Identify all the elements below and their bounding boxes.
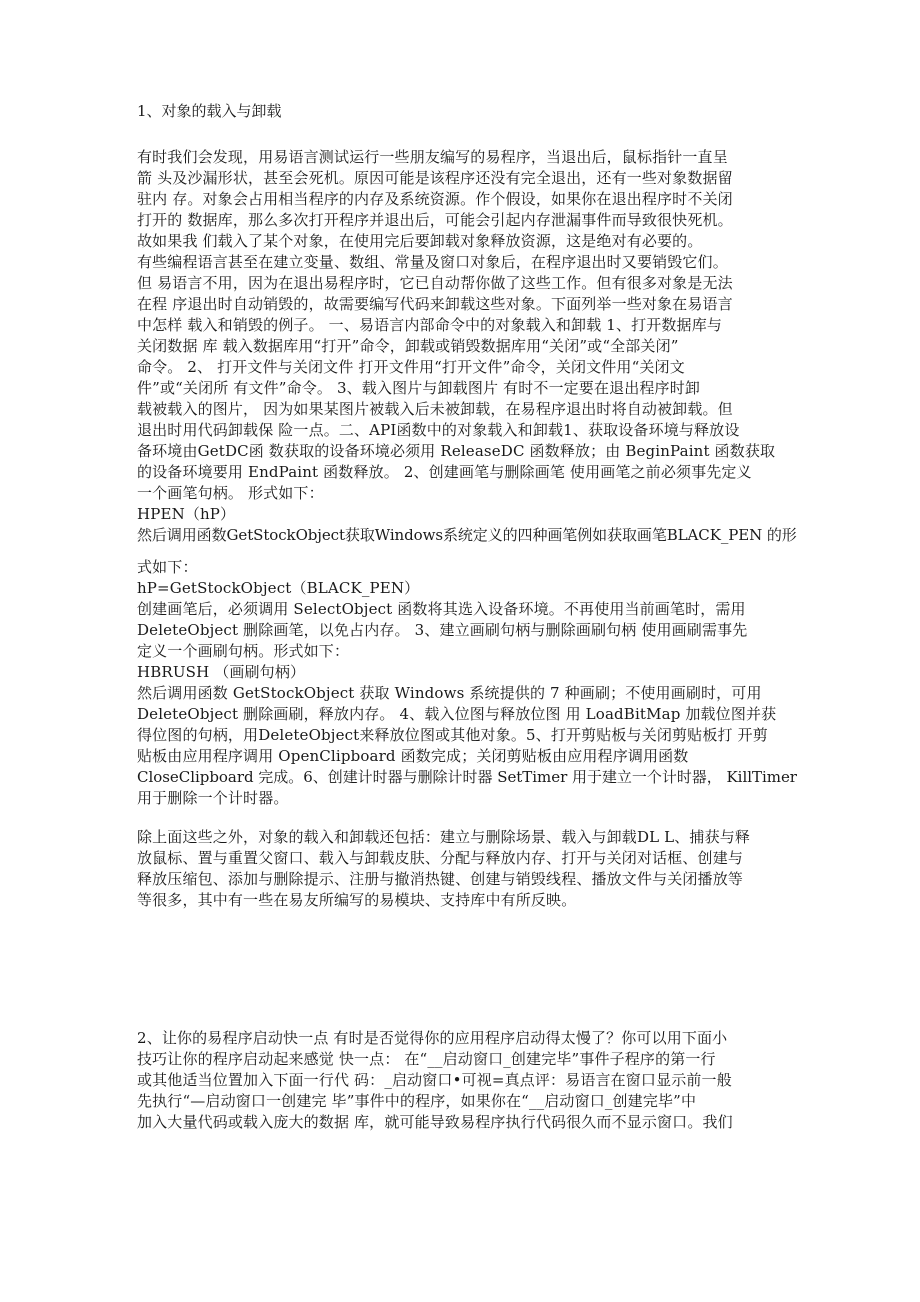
text-line: 箭 头及沙漏形状，甚至会死机。原因可能是该程序还没有完全退出，还有一些对象数据留 bbox=[137, 169, 733, 187]
text-line: 放鼠标、置与重置父窗口、载入与卸载皮肤、分配与释放内存、打开与关闭对话框、创建与 bbox=[137, 849, 744, 867]
code-line: HPEN（hP） bbox=[137, 505, 236, 523]
text-line: 有些编程语言甚至在建立变量、数组、常量及窗口对象后，在程序退出时又要销毁它们。 bbox=[137, 253, 728, 271]
text-line: 件”或“关闭所 有文件”命令。 3、载入图片与卸载图片 有时不一定要在退出程序时卸 bbox=[137, 379, 701, 397]
text-line: 得位图的句柄，用DeleteObject来释放位图或其他对象。5、打开剪贴板与关闭剪贴板打 开剪 bbox=[137, 726, 768, 744]
text-line: 备环境由GetDC函 数获取的设备环境必须用 ReleaseDC 函数释放；由 BeginPaint 函数获取 bbox=[137, 442, 776, 460]
text-line: 关闭数据 库 载入数据库用“打开”命令，卸载或销毁数据库用“关闭”或“全部关闭” bbox=[137, 337, 679, 355]
text-line: 但 易语言不用，因为在退出易程序时，它已自动帮你做了这些工作。但有很多对象是无法 bbox=[137, 274, 733, 292]
text-line: 定义一个画刷句柄。形式如下： bbox=[137, 642, 350, 660]
text-line: CloseClipboard 完成。6、创建计时器与删除计时器 SetTimer 用于建立一个计时器， KillTimer bbox=[137, 768, 797, 786]
text-line: 加入大量代码或载入庞大的数据 库，就可能导致易程序执行代码很久而不显示窗口。我们 bbox=[137, 1113, 733, 1131]
text-line: 命令。 2、 打开文件与关闭文件 打开文件用“打开文件”命令，关闭文件用“关闭文 bbox=[137, 358, 685, 376]
text-line: 或其他适当位置加入下面一行代 码：_启动窗口•可视=真点评：易语言在窗口显示前一般 bbox=[137, 1071, 732, 1089]
paragraph-gdi-objects bbox=[137, 557, 797, 809]
paragraph-startup-speed bbox=[137, 1028, 797, 1133]
text-line: DeleteObject 删除画刷，释放内存。 4、载入位图与释放位图 用 LoadBitMap 加载位图并获 bbox=[137, 705, 777, 723]
text-line: 一个画笔句柄。 形式如下： bbox=[137, 484, 324, 502]
text-line: 然后调用函数GetStockObject获取Windows系统定义的四种画笔例如获取画笔BLACK_PEN 的形 bbox=[137, 526, 797, 544]
text-line: 在程 序退出时自动销毁的，故需要编写代码来卸载这些对象。下面列举一些对象在易语言 bbox=[137, 295, 733, 313]
text-line: 先执行“—启动窗口一创建完 毕”事件中的程序，如果你在“__启动窗口_创建完毕”中 bbox=[137, 1092, 697, 1110]
text-line: 2、让你的易程序启动快一点 有时是否觉得你的应用程序启动得太慢了？你可以用下面小 bbox=[137, 1029, 728, 1047]
text-line: DeleteObject 删除画笔，以免占内存。 3、建立画刷句柄与删除画刷句柄 使用画刷需事先 bbox=[137, 621, 748, 639]
text-line: 技巧让你的程序启动起来感觉 快一点： 在“__启动窗口_创建完毕”事件子程序的第一行 bbox=[137, 1050, 716, 1068]
text-line: 的设备环境要用 EndPaint 函数释放。 2、创建画笔与删除画笔 使用画笔之前必须事先定义 bbox=[137, 463, 752, 481]
text-line: 载被载入的图片， 因为如果某图片被载入后未被卸载，在易程序退出时将自动被卸载。但 bbox=[137, 400, 733, 418]
section-heading: 1、对象的载入与卸载 bbox=[137, 102, 282, 120]
text-line: 用于删除一个计时器。 bbox=[137, 789, 289, 807]
text-line: 中怎样 载入和销毁的例子。 一、易语言内部命令中的对象载入和卸载 1、打开数据库与 bbox=[137, 316, 723, 334]
text-line: 有时我们会发现，用易语言测试运行一些朋友编写的易程序，当退出后，鼠标指针一直呈 bbox=[137, 148, 728, 166]
paragraph-object-load-unload bbox=[137, 147, 797, 546]
text-line: 退出时用代码卸载保 险一点。二、API函数中的对象载入和卸载1、获取设备环境与释放设 bbox=[137, 421, 740, 439]
text-line: 故如果我 们载入了某个对象，在使用完后要卸载对象释放资源，这是绝对有必要的。 bbox=[137, 232, 703, 250]
text-line: 除上面这些之外，对象的载入和卸载还包括：建立与删除场景、载入与卸载DL L、捕获与释 bbox=[137, 828, 751, 846]
text-line: 等很多，其中有一些在易友所编写的易模块、支持库中有所反映。 bbox=[137, 891, 577, 909]
text-line: 式如下： bbox=[137, 558, 198, 576]
code-line: HBRUSH （画刷句柄） bbox=[137, 663, 306, 681]
text-line: 释放压缩包、添加与删除提示、注册与撤消热键、创建与销毁线程、播放文件与关闭播放等 bbox=[137, 870, 744, 888]
text-line: 驻内 存。对象会占用相当程序的内存及系统资源。作个假设，如果你在退出程序时不关闭 bbox=[137, 190, 733, 208]
text-line: 创建画笔后，必须调用 SelectObject 函数将其选入设备环境。不再使用当前画笔时，需用 bbox=[137, 600, 746, 618]
text-line: 贴板由应用程序调用 OpenClipboard 函数完成；关闭剪贴板由应用程序调用函数 bbox=[137, 747, 689, 765]
code-line: hP=GetStockObject（BLACK_PEN） bbox=[137, 579, 420, 597]
text-line: 打开的 数据库，那么多次打开程序并退出后，可能会引起内存泄漏事件而导致很快死机。 bbox=[137, 211, 733, 229]
text-line: 然后调用函数 GetStockObject 获取 Windows 系统提供的 7 种画刷；不使用画刷时，可用 bbox=[137, 684, 762, 702]
paragraph-other-objects bbox=[137, 827, 797, 911]
